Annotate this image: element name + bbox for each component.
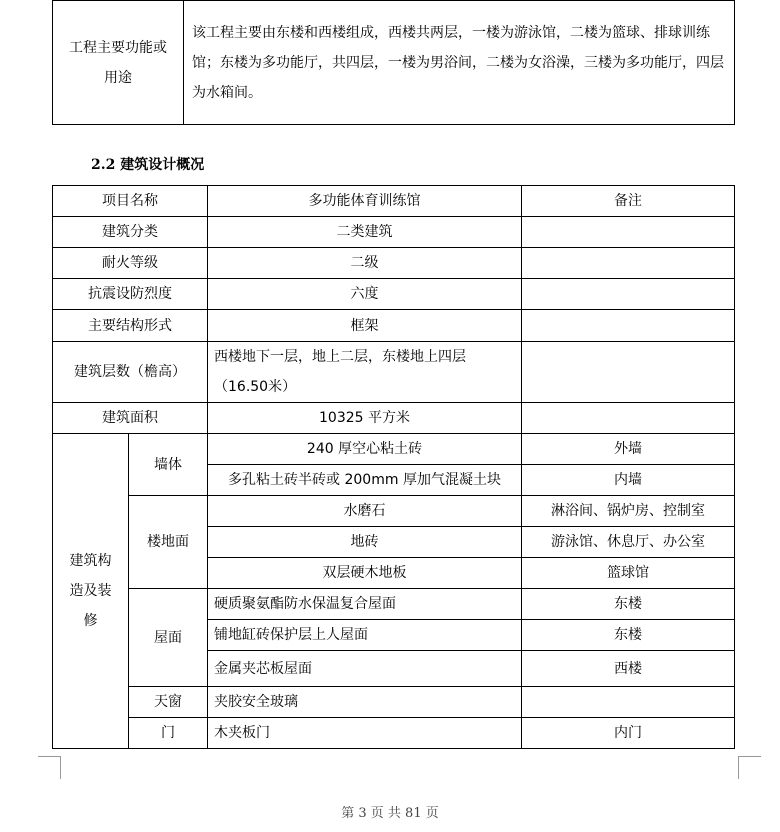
row-value: 六度 xyxy=(208,279,522,310)
function-content: 该工程主要由东楼和西楼组成，西楼共两层，一楼为游泳馆，二楼为篮球、排球训练馆；东楼为多功能厅，共四层，一楼为男浴间，二楼为女浴澡，三楼为多功能厅，四层为水箱间。 xyxy=(184,1,735,125)
row-note xyxy=(522,248,735,279)
roof-label: 屋面 xyxy=(129,589,208,687)
row-value: 10325 平方米 xyxy=(208,403,522,434)
row-value: 框架 xyxy=(208,310,522,342)
row-label: 耐火等级 xyxy=(53,248,208,279)
building-design-table xyxy=(52,185,735,749)
roof-note: 东楼 xyxy=(522,589,735,620)
row-value: 二类建筑 xyxy=(208,217,522,248)
row-label: 建筑层数（檐高） xyxy=(53,342,208,403)
floor-value: 地砖 xyxy=(208,527,522,558)
roof-value: 铺地缸砖保护层上人屋面 xyxy=(208,620,522,651)
wall-note: 内墙 xyxy=(522,465,735,496)
wall-label: 墙体 xyxy=(129,434,208,496)
floor-label: 楼地面 xyxy=(129,496,208,589)
header-project-value: 多功能体育训练馆 xyxy=(208,186,522,217)
roof-value: 硬质聚氨酯防水保温复合屋面 xyxy=(208,589,522,620)
row-note xyxy=(522,342,735,403)
project-function-table xyxy=(52,0,735,125)
header-project-name: 项目名称 xyxy=(53,186,208,217)
row-label: 抗震设防烈度 xyxy=(53,279,208,310)
row-value: 二级 xyxy=(208,248,522,279)
skylight-value: 夹胶安全玻璃 xyxy=(208,687,522,718)
section-heading: 2.2 建筑设计概况 xyxy=(91,157,205,173)
row-note xyxy=(522,403,735,434)
page-corner-mark-left xyxy=(38,756,61,779)
floor-note: 游泳馆、休息厅、办公室 xyxy=(522,527,735,558)
row-note xyxy=(522,310,735,342)
wall-value: 多孔粘土砖半砖或 200mm 厚加气混凝土块 xyxy=(208,465,522,496)
row-label: 主要结构形式 xyxy=(53,310,208,342)
construction-label: 建筑构造及装修 xyxy=(53,434,129,749)
floor-note: 篮球馆 xyxy=(522,558,735,589)
row-label: 建筑面积 xyxy=(53,403,208,434)
skylight-note xyxy=(522,687,735,718)
row-label: 建筑分类 xyxy=(53,217,208,248)
roof-note: 西楼 xyxy=(522,651,735,687)
roof-value: 金属夹芯板屋面 xyxy=(208,651,522,687)
page-number: 第 3 页 共 81 页 xyxy=(341,806,439,821)
row-note xyxy=(522,279,735,310)
door-label: 门 xyxy=(129,718,208,749)
wall-value: 240 厚空心粘土砖 xyxy=(208,434,522,465)
function-label: 工程主要功能或用途 xyxy=(53,1,184,125)
row-value: 西楼地下一层，地上二层，东楼地上四层（16.50米） xyxy=(208,342,522,403)
page-corner-mark-right xyxy=(738,756,761,779)
floor-value: 双层硬木地板 xyxy=(208,558,522,589)
floor-note: 淋浴间、锅炉房、控制室 xyxy=(522,496,735,527)
row-note xyxy=(522,217,735,248)
wall-note: 外墙 xyxy=(522,434,735,465)
skylight-label: 天窗 xyxy=(129,687,208,718)
roof-note: 东楼 xyxy=(522,620,735,651)
door-note: 内门 xyxy=(522,718,735,749)
header-note: 备注 xyxy=(522,186,735,217)
door-value: 木夹板门 xyxy=(208,718,522,749)
floor-value: 水磨石 xyxy=(208,496,522,527)
